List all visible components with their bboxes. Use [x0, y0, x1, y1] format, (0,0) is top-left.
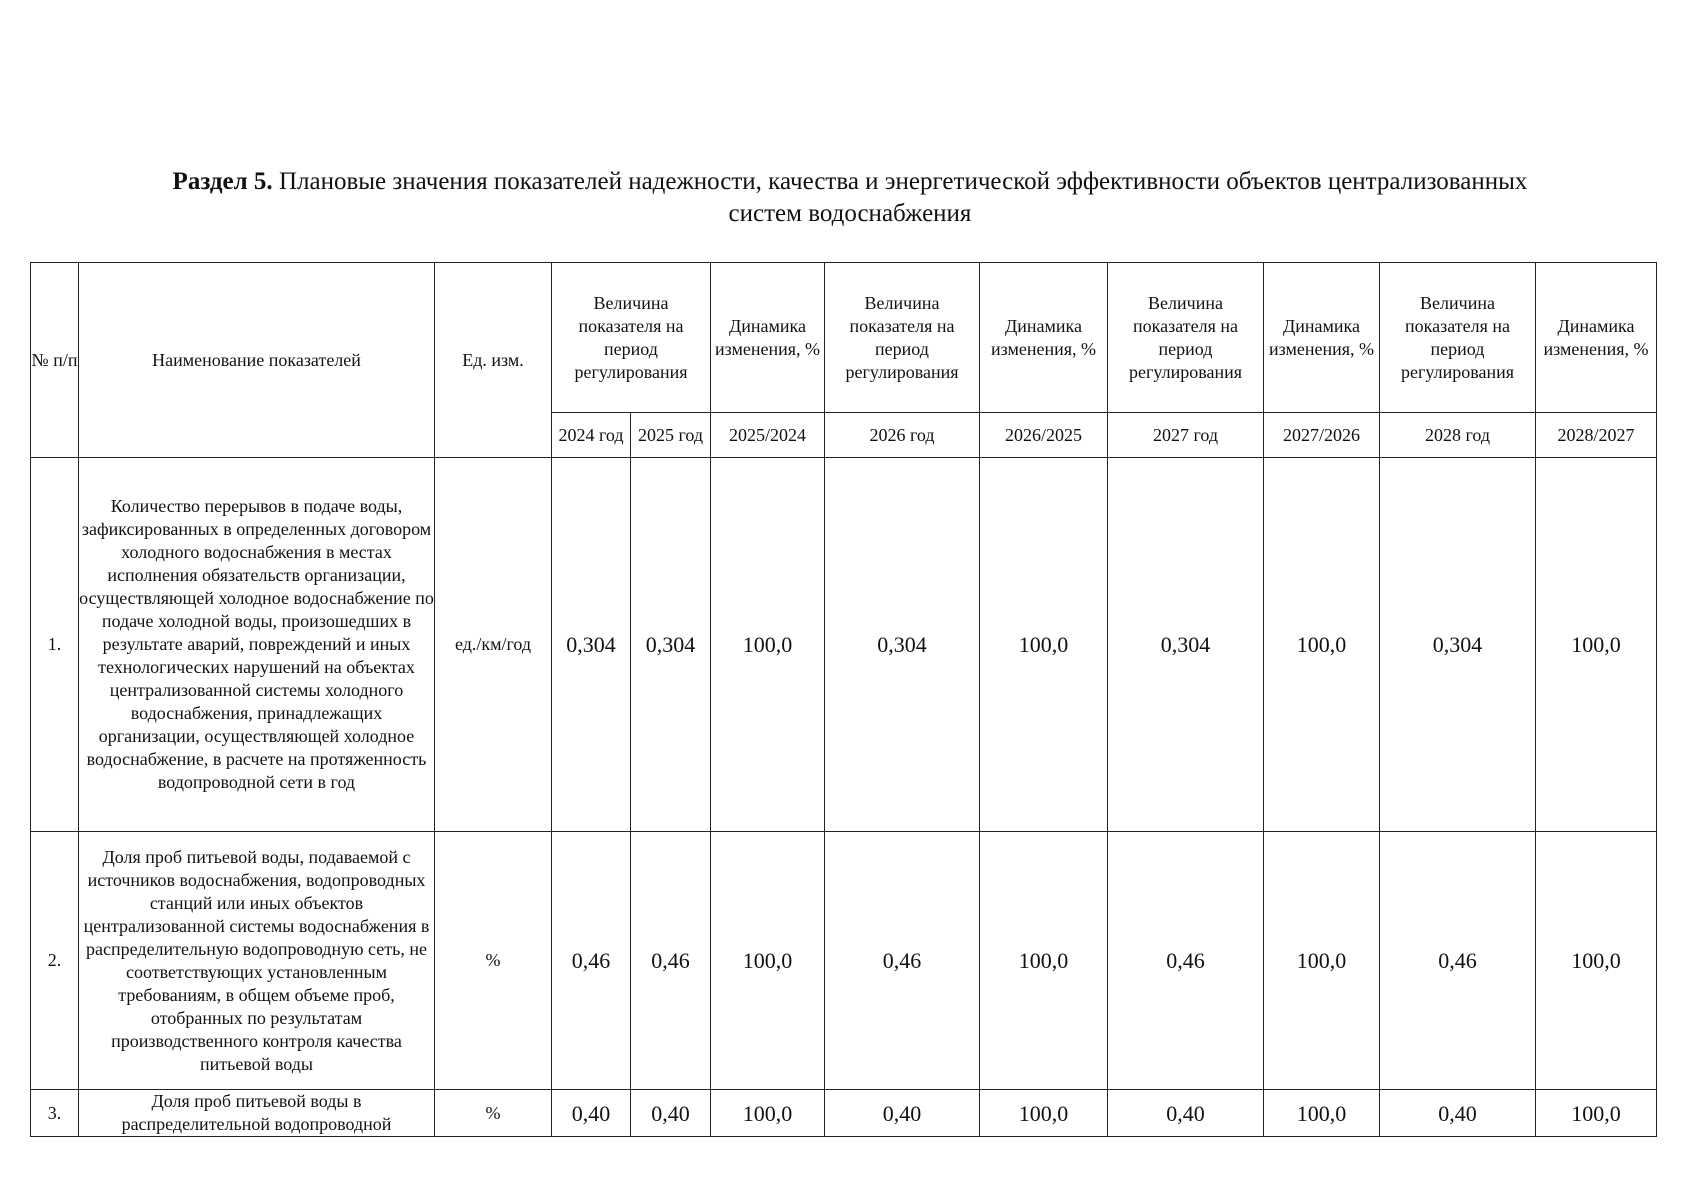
- value-2026: 0,40: [825, 1090, 980, 1137]
- row-number: 3.: [31, 1090, 79, 1137]
- header-dynamics-3: Динамика изменения, %: [1264, 263, 1380, 413]
- value-2027: 0,40: [1108, 1090, 1264, 1137]
- header-dynamics-1: Динамика изменения, %: [711, 263, 825, 413]
- subheader-2027-2026: 2027/2026: [1264, 413, 1380, 458]
- row-number: 1.: [31, 458, 79, 832]
- dynamics-2026-2025: 100,0: [980, 832, 1108, 1090]
- header-dynamics-4: Динамика изменения, %: [1536, 263, 1657, 413]
- value-2025: 0,40: [631, 1090, 711, 1137]
- subheader-2025-2024: 2025/2024: [711, 413, 825, 458]
- value-2027: 0,304: [1108, 458, 1264, 832]
- subheader-2026-2025: 2026/2025: [980, 413, 1108, 458]
- header-num: № п/п: [31, 263, 79, 458]
- section-label: Раздел 5.: [172, 168, 273, 195]
- subheader-2028-2027: 2028/2027: [1536, 413, 1657, 458]
- header-dynamics-2: Динамика изменения, %: [980, 263, 1108, 413]
- table-row: [31, 832, 1657, 1090]
- indicator-name: Доля проб питьевой воды в распределительной водопроводной: [121, 1091, 392, 1134]
- subheader-2026: 2026 год: [825, 413, 980, 458]
- indicator-unit: ед./км/год: [435, 458, 552, 832]
- value-2024: 0,304: [552, 458, 631, 832]
- row-number: 2.: [31, 832, 79, 1090]
- subheader-2027: 2027 год: [1108, 413, 1264, 458]
- table-row: [31, 458, 1657, 832]
- indicator-unit: %: [435, 832, 552, 1090]
- header-value-period-4: Величина показателя на период регулирования: [1380, 263, 1536, 413]
- indicator-name-cell: [79, 1090, 435, 1137]
- subheader-2024: 2024 год: [552, 413, 631, 458]
- value-2028: 0,46: [1380, 832, 1536, 1090]
- value-2025: 0,46: [631, 832, 711, 1090]
- value-2026: 0,304: [825, 458, 980, 832]
- value-2026: 0,46: [825, 832, 980, 1090]
- value-2028: 0,304: [1380, 458, 1536, 832]
- section-title-line2: систем водоснабжения: [728, 200, 972, 227]
- value-2028: 0,40: [1380, 1090, 1536, 1137]
- table-row: [31, 1090, 1657, 1137]
- dynamics-2026-2025: 100,0: [980, 458, 1108, 832]
- value-2027: 0,46: [1108, 832, 1264, 1090]
- dynamics-2025-2024: 100,0: [711, 832, 825, 1090]
- dynamics-2028-2027: 100,0: [1536, 458, 1657, 832]
- header-unit: Ед. изм.: [435, 263, 552, 458]
- dynamics-2028-2027: 100,0: [1536, 1090, 1657, 1137]
- subheader-2028: 2028 год: [1380, 413, 1536, 458]
- header-value-period-1: Величина показателя на период регулирования: [552, 263, 711, 413]
- section-heading: [60, 166, 1640, 230]
- indicator-name: Количество перерывов в подаче воды, зафиксированных в определенных договором холодного водоснабжения в местах исполнения обязательств организации, осуществляющей холодное водоснабжение по подаче холодной воды, произошедших в результате аварий, повреждений и иных технологических нарушений на объектах централизованной системы холодного водоснабжения, принадлежащих организации, осуществляющей холодное водоснабжение, в расчете на протяженность водопроводной сети в год: [79, 458, 435, 832]
- indicator-name: Доля проб питьевой воды, подаваемой с источников водоснабжения, водопроводных станций или иных объектов централизованной системы водоснабжения в распределительную водопроводную сеть, не соответствующих установленным требованиям, в общем объеме проб, отобранных по результатам производственного контроля качества питьевой воды: [79, 832, 435, 1090]
- dynamics-2027-2026: 100,0: [1264, 832, 1380, 1090]
- dynamics-2028-2027: 100,0: [1536, 832, 1657, 1090]
- value-2024: 0,40: [552, 1090, 631, 1137]
- subheader-2025: 2025 год: [631, 413, 711, 458]
- indicators-table: [30, 262, 1657, 1137]
- value-2025: 0,304: [631, 458, 711, 832]
- header-value-period-3: Величина показателя на период регулирования: [1108, 263, 1264, 413]
- section-title-line1: Плановые значения показателей надежности, качества и энергетической эффективности объектов централизованных: [278, 168, 1528, 195]
- dynamics-2026-2025: 100,0: [980, 1090, 1108, 1137]
- dynamics-2025-2024: 100,0: [711, 1090, 825, 1137]
- header-value-period-2: Величина показателя на период регулирования: [825, 263, 980, 413]
- dynamics-2027-2026: 100,0: [1264, 1090, 1380, 1137]
- dynamics-2027-2026: 100,0: [1264, 458, 1380, 832]
- value-2024: 0,46: [552, 832, 631, 1090]
- header-name: Наименование показателей: [79, 263, 435, 458]
- dynamics-2025-2024: 100,0: [711, 458, 825, 832]
- indicator-unit: %: [435, 1090, 552, 1137]
